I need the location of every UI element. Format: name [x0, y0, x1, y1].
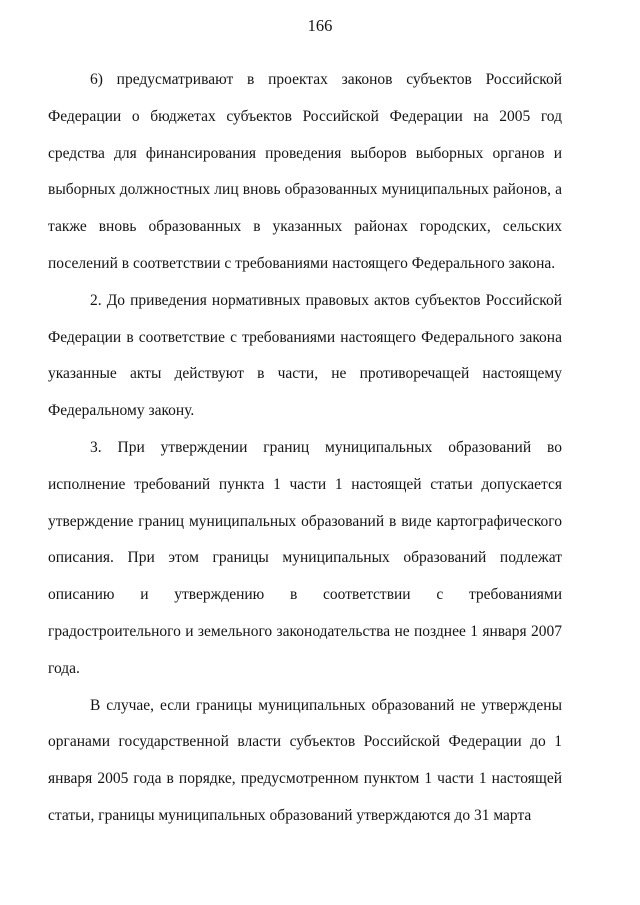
paragraph-2-regional-acts: 2. До приведения нормативных правовых актов субъектов Российской Федерации в соответствие с требованиями настоящего Федерального закона указанные акты действуют в части, не противоречащей настоящему Федеральному закону.	[48, 291, 562, 420]
page-number: 166	[307, 16, 333, 35]
paragraph-unapproved-borders: В случае, если границы муниципальных образований не утверждены органами государственной власти субъектов Российской Федерации до 1 января 2005 года в порядке, предусмотренном пунктом 1 части 1 настоящей статьи, границы муниципальных образований утверждаются до 31 марта	[48, 696, 562, 824]
paragraph-3-borders: 3. При утверждении границ муниципальных образований во исполнение требований пункта 1 части 1 настоящей статьи допускается утверждение границ муниципальных образований в виде картографического описания. При этом границы муниципальных образований подлежат описанию и утверждению в соответствии с требованиями градостроительного и земельного законодательства не позднее 1 января 2007 года.	[48, 438, 562, 677]
document-body	[48, 62, 562, 835]
paragraph-budget-provisions: 6) предусматривают в проектах законов субъектов Российской Федерации о бюджетах субъектов Российской Федерации на 2005 год средства для финансирования проведения выборов выборных органов и выборных должностных лиц вновь образованных муниципальных районов, а также вновь образованных в указанных районах городских, сельских поселений в соответствии с требованиями настоящего Федерального закона.	[48, 71, 562, 272]
